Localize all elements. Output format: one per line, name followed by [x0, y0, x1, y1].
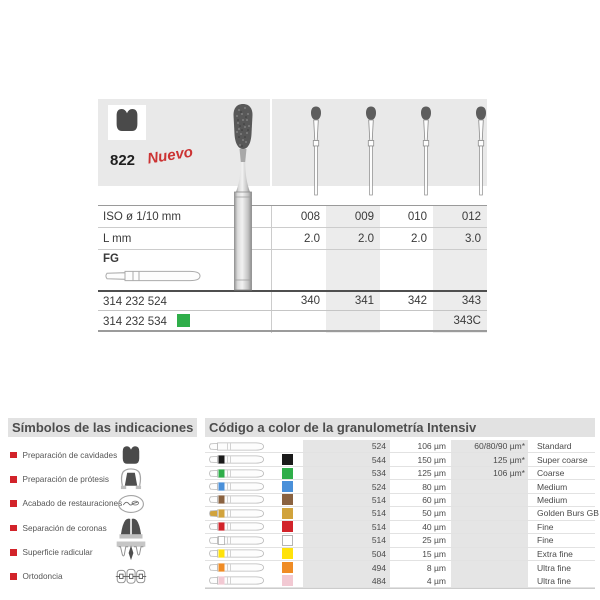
- iso-row-label: ISO ø 1/10 mm: [103, 210, 181, 223]
- length-row-label: L mm: [103, 232, 132, 245]
- grain-size-cell: 4 µm: [426, 575, 446, 586]
- granulometry-title-bar: [205, 418, 595, 437]
- order-numbers-block: [98, 290, 487, 332]
- code-cell: 484: [303, 574, 390, 586]
- iso-grain-cell: [451, 574, 528, 586]
- order-value-cell: 342: [407, 295, 427, 307]
- iso-value-cell: 010: [407, 210, 427, 223]
- granulometry-row: [205, 480, 595, 493]
- iso-value-cell: 008: [300, 210, 320, 223]
- grit-name-cell: Ultra fine: [537, 562, 572, 573]
- indication-item: [8, 564, 197, 588]
- grit-name-cell: Medium: [537, 494, 568, 505]
- red-bullet-icon: [10, 549, 17, 556]
- indication-item: [8, 492, 197, 516]
- grit-color-swatch: [282, 535, 293, 546]
- order-row: [98, 292, 487, 311]
- grain-size-cell: 25 µm: [422, 535, 446, 546]
- iso-row: [98, 205, 487, 228]
- order-row: [98, 311, 487, 330]
- granulometry-row: [205, 561, 595, 574]
- grit-color-swatch: [282, 454, 293, 465]
- order-ref-cell: [98, 314, 272, 328]
- cavity-preparation-icon: [111, 444, 151, 466]
- shank-type-label: FG: [103, 253, 119, 265]
- product-bur-photo: [226, 102, 260, 294]
- length-value-cell: 3.0: [465, 232, 481, 245]
- bur-silhouette-icon: [418, 105, 434, 197]
- crown-separation-icon: [111, 517, 151, 540]
- code-cell: 514: [303, 521, 390, 533]
- code-cell: 514: [303, 534, 390, 546]
- red-bullet-icon: [10, 525, 17, 532]
- length-value-cell: 2.0: [358, 232, 374, 245]
- granulometry-row: [205, 494, 595, 507]
- shank-row: [98, 250, 487, 290]
- iso-grain-cell: [451, 561, 528, 574]
- bur-silhouette-icon: [308, 105, 324, 197]
- symbols-list: [8, 443, 197, 589]
- code-cell: 494: [303, 561, 390, 574]
- indication-item: [8, 467, 197, 491]
- grit-color-swatch: [282, 562, 293, 573]
- order-color-swatch: [177, 314, 190, 327]
- indication-symbols-panel: [8, 418, 197, 589]
- code-cell: 534: [303, 467, 390, 479]
- indication-label: Preparación de cavidades: [22, 450, 118, 460]
- granulometry-row: [205, 548, 595, 561]
- symbols-title: Símbolos de las indicaciones: [12, 420, 194, 435]
- new-badge: Nuevo: [146, 143, 195, 168]
- bur-drawing-icon: [207, 454, 267, 465]
- code-cell: 514: [303, 494, 390, 506]
- bur-silhouette-icon: [363, 105, 379, 197]
- iso-value-cell: 012: [461, 210, 481, 223]
- granulometry-row: [205, 534, 595, 547]
- grit-color-swatch: [282, 521, 293, 532]
- size-bur-row: [98, 99, 487, 186]
- grit-color-swatch: [282, 575, 293, 586]
- grain-size-cell: 15 µm: [422, 548, 446, 559]
- bur-drawing-icon: [207, 535, 267, 546]
- indication-label: Acabado de restauraciones: [22, 499, 123, 509]
- grain-size-cell: 80 µm: [422, 481, 446, 492]
- iso-grain-cell: [451, 521, 528, 533]
- red-bullet-icon: [10, 476, 17, 483]
- bur-silhouette-icon: [473, 105, 489, 197]
- indication-item: [8, 443, 197, 467]
- iso-grain-cell: [451, 480, 528, 492]
- bur-drawing-icon: [207, 508, 267, 519]
- grain-size-cell: 60 µm: [422, 494, 446, 505]
- product-spec-table: [98, 99, 487, 335]
- bur-drawing-icon: [207, 575, 267, 586]
- restoration-finishing-icon: [111, 493, 151, 514]
- granulometry-row: [205, 467, 595, 480]
- code-cell: 524: [303, 440, 390, 452]
- iso-grain-cell: 60/80/90 µm*: [451, 440, 528, 452]
- granulometry-row: [205, 574, 595, 587]
- granulometry-panel: [205, 418, 599, 589]
- bur-drawing-icon: [207, 548, 267, 559]
- grit-name-cell: Coarse: [537, 468, 565, 479]
- grit-color-swatch: [282, 494, 293, 505]
- iso-grain-cell: [451, 534, 528, 546]
- indication-item: [8, 516, 197, 540]
- figure-number: 822: [110, 152, 136, 169]
- order-value-cell: 341: [354, 295, 374, 307]
- length-value-cell: 2.0: [411, 232, 427, 245]
- iso-value-cell: 009: [354, 210, 374, 223]
- code-cell: 504: [303, 548, 390, 560]
- iso-grain-cell: 106 µm*: [451, 467, 528, 479]
- grit-name-cell: Ultra fine: [537, 575, 572, 586]
- indication-label: Separación de coronas: [22, 523, 107, 533]
- code-cell: 514: [303, 507, 390, 519]
- grit-name-cell: Fine: [537, 521, 554, 532]
- grit-name-cell: Golden Burs GB: [537, 508, 599, 519]
- grit-name-cell: Super coarse: [537, 454, 588, 465]
- bur-drawing-icon: [207, 441, 267, 452]
- granulometry-title: Código a color de la granulometría Intensiv: [209, 420, 477, 435]
- order-ref: 314 232 524: [103, 296, 167, 308]
- grit-color-swatch: [282, 481, 293, 492]
- code-cell: 524: [303, 480, 390, 492]
- iso-grain-cell: [451, 494, 528, 506]
- grit-color-swatch: [282, 508, 293, 519]
- code-cell: 544: [303, 453, 390, 465]
- indication-label: Preparación de prótesis: [22, 474, 109, 484]
- order-value-cell: 343: [461, 295, 481, 307]
- granulometry-row: [205, 507, 599, 520]
- granulometry-row: [205, 521, 595, 534]
- red-bullet-icon: [10, 573, 17, 580]
- granulometry-row: [205, 453, 595, 466]
- order-value-cell: 343C: [453, 314, 481, 327]
- indication-item: [8, 540, 197, 564]
- grit-name-cell: Extra fine: [537, 548, 573, 559]
- fg-shank-drawing: [103, 266, 487, 286]
- order-ref-cell: [98, 294, 272, 308]
- granulometry-row: [205, 440, 595, 453]
- grit-name-cell: Fine: [537, 535, 554, 546]
- indication-label: Ortodoncia: [22, 572, 63, 582]
- grit-color-swatch: [282, 468, 293, 479]
- red-bullet-icon: [10, 500, 17, 507]
- bur-drawing-icon: [207, 494, 267, 505]
- length-value-cell: 2.0: [304, 232, 320, 245]
- orthodontics-icon: [111, 567, 151, 586]
- root-surface-icon: [111, 542, 151, 563]
- grain-size-cell: 40 µm: [422, 521, 446, 532]
- order-ref: 314 232 534: [103, 315, 167, 328]
- grit-name-cell: Standard: [537, 441, 572, 452]
- grain-size-cell: 150 µm: [417, 454, 446, 465]
- iso-grain-cell: [451, 507, 528, 519]
- iso-grain-cell: [451, 548, 528, 560]
- grit-name-cell: Medium: [537, 481, 568, 492]
- prosthesis-preparation-icon: [111, 468, 151, 491]
- grain-size-cell: 8 µm: [426, 562, 446, 573]
- symbols-title-bar: [8, 418, 197, 437]
- indication-label: Superficie radicular: [22, 547, 93, 557]
- grit-color-swatch: [282, 548, 293, 559]
- bur-drawing-icon: [207, 521, 267, 532]
- order-value-cell: 340: [300, 295, 320, 307]
- red-bullet-icon: [10, 452, 17, 459]
- bur-drawing-icon: [207, 468, 267, 479]
- grain-size-cell: 50 µm: [422, 508, 446, 519]
- length-row: [98, 228, 487, 250]
- grain-size-cell: 125 µm: [417, 468, 446, 479]
- grain-size-cell: 106 µm: [417, 441, 446, 452]
- iso-grain-cell: 125 µm*: [451, 453, 528, 465]
- spec-header: [98, 99, 487, 186]
- bur-drawing-icon: [207, 481, 267, 492]
- granulometry-table: [205, 440, 599, 589]
- bur-drawing-icon: [207, 562, 267, 573]
